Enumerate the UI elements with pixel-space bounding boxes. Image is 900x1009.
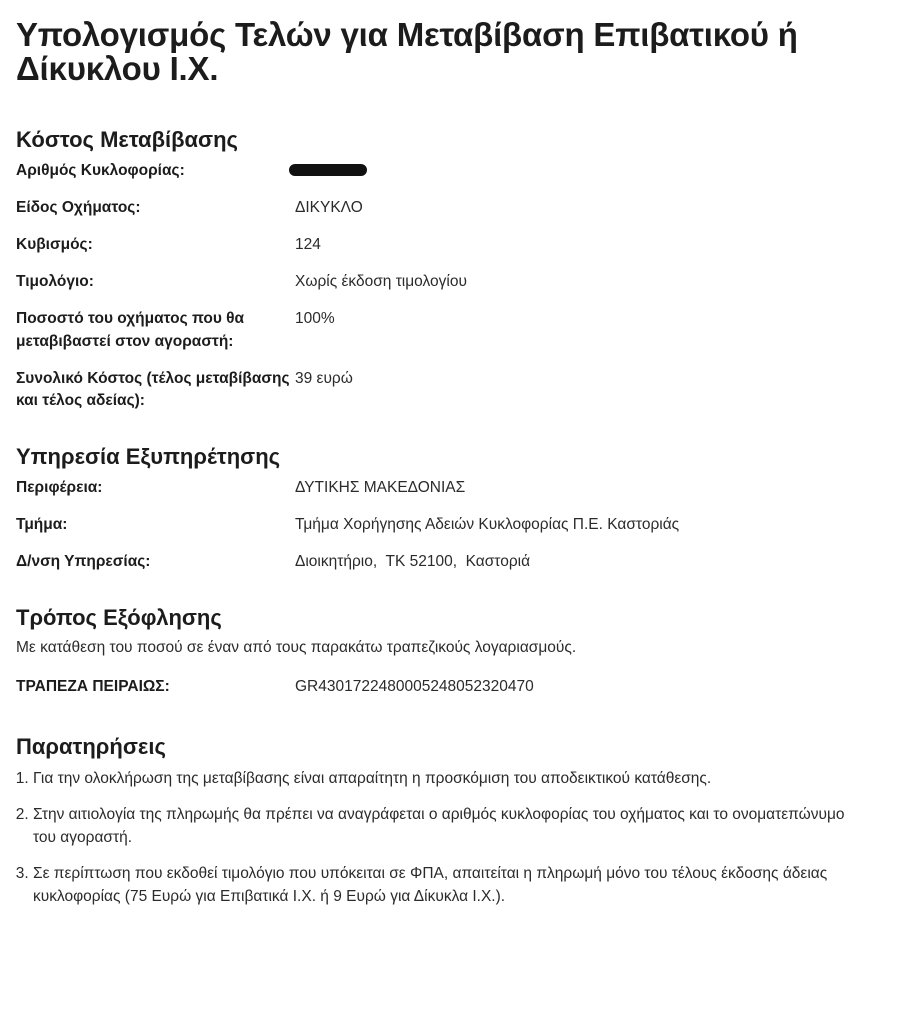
list-item: 2. Στην αιτιολογία της πληρωμής θα πρέπει να αναγράφεται ο αριθμός κυκλοφορίας του οχήματος και το ονοματεπώνυμο του αγοραστή. — [33, 804, 853, 849]
department-value: Τμήμα Χορήγησης Αδειών Κυκλοφορίας Π.Ε. Καστοριάς — [295, 515, 680, 533]
cost-heading: Κόστος Μεταβίβασης — [16, 127, 238, 152]
invoice-row — [16, 271, 884, 294]
vehicle-type-row — [16, 197, 884, 220]
region-label: Περιφέρεια: — [16, 478, 103, 496]
payment-intro: Με κατάθεση του ποσού σε έναν από τους παρακάτω τραπεζικούς λογαριασμούς. — [16, 639, 577, 656]
invoice-value: Χωρίς έκδοση τιμολογίου — [295, 273, 467, 290]
payment-section — [16, 604, 884, 699]
plate-value — [295, 160, 346, 183]
percentage-value: 100% — [295, 310, 335, 327]
list-item: 1. Για την ολοκλήρωση της μεταβίβασης είναι απαραίτητη η προσκόμιση του αποδεικτικού κατάθεσης. — [33, 768, 853, 791]
payment-heading: Τρόπος Εξόφλησης — [16, 605, 222, 630]
address-row — [16, 551, 884, 574]
percentage-label: Ποσοστό του οχήματος που θα μεταβιβαστεί στον αγοραστή: — [16, 310, 245, 350]
service-section — [16, 443, 884, 574]
total-value: 39 ευρώ — [295, 369, 353, 387]
department-row — [16, 514, 884, 537]
bank-iban: GR4301722480005248052320470 — [295, 678, 534, 695]
notes-section — [16, 733, 884, 909]
redaction-scribble — [289, 164, 367, 176]
address-value: Διοικητήριο, ΤΚ 52100, Καστοριά — [295, 552, 531, 570]
region-value: ΔΥΤΙΚΗΣ ΜΑΚΕΔΟΝΙΑΣ — [295, 478, 466, 496]
notes-list — [16, 768, 884, 909]
vehicle-type-value: ΔΙΚΥΚΛΟ — [295, 199, 363, 216]
address-label: Δ/νση Υπηρεσίας: — [16, 552, 151, 570]
list-item: 3. Σε περίπτωση που εκδοθεί τιμολόγιο που υπόκειται σε ΦΠΑ, απαιτείται η πληρωμή μόνο του τέλους έκδοσης άδειας κυκλοφορίας (75 Ευρώ για Επιβατικά Ι.Χ. ή 9 Ευρώ για Δίκυκλα Ι.Χ.). — [33, 863, 853, 908]
cost-section — [16, 126, 884, 413]
cc-value: 124 — [295, 236, 321, 253]
plate-row — [16, 160, 884, 183]
region-row — [16, 477, 884, 500]
plate-label: Αριθμός Κυκλοφορίας: — [16, 162, 185, 179]
cc-row — [16, 234, 884, 257]
vehicle-type-label: Είδος Οχήματος: — [16, 199, 141, 216]
bank-row — [16, 676, 884, 699]
cc-label: Κυβισμός: — [16, 236, 93, 253]
invoice-label: Τιμολόγιο: — [16, 273, 94, 290]
service-heading: Υπηρεσία Εξυπηρέτησης — [16, 443, 281, 469]
percentage-row — [16, 308, 884, 353]
notes-heading: Παρατηρήσεις — [16, 733, 166, 759]
bank-label: ΤΡΑΠΕΖΑ ΠΕΙΡΑΙΩΣ: — [16, 678, 170, 695]
total-label: Συνολικό Κόστος (τέλος μεταβίβασης και τέλος αδείας): — [16, 369, 290, 409]
total-row — [16, 368, 884, 413]
department-label: Τμήμα: — [16, 515, 68, 533]
page-title: Υπολογισμός Τελών για Μεταβίβαση Επιβατικού ή Δίκυκλου Ι.Χ. — [16, 16, 798, 87]
